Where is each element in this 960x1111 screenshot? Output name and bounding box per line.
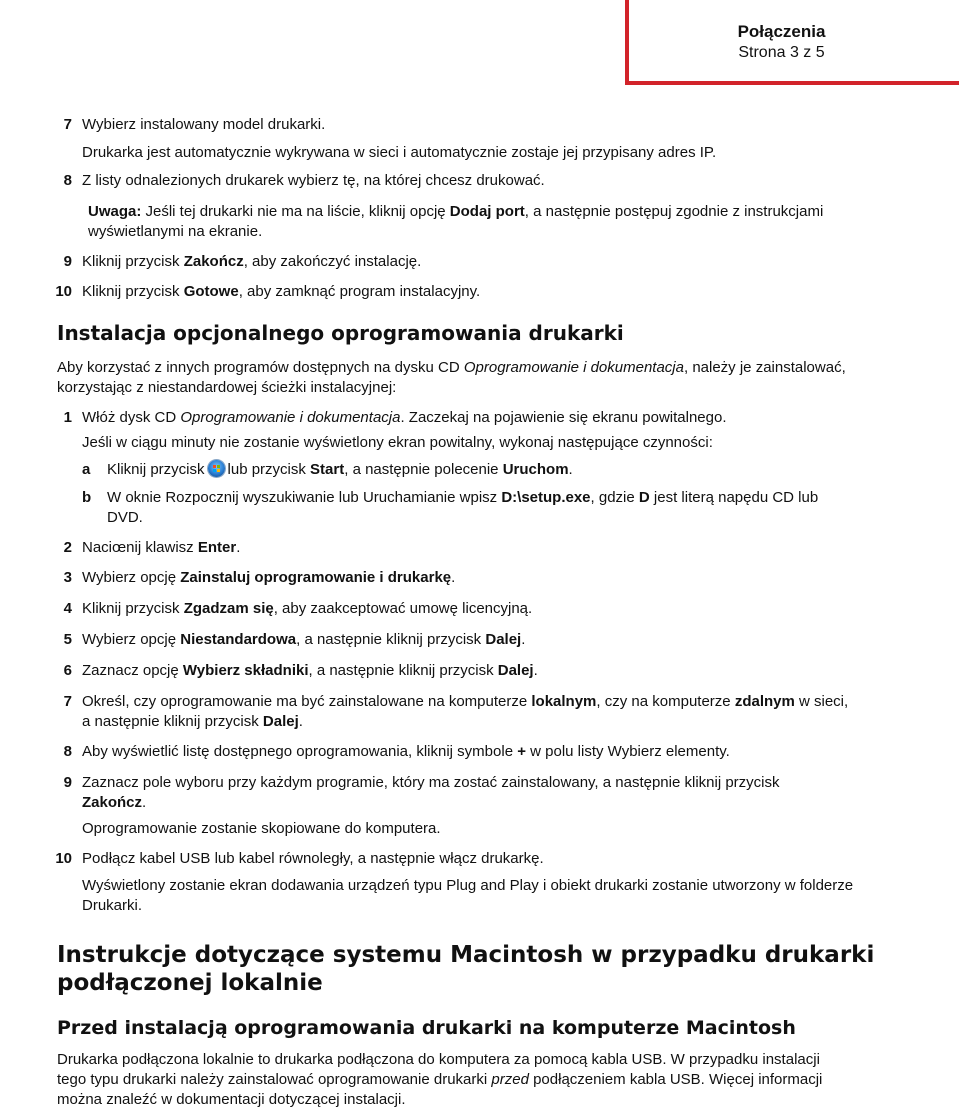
step-number: 7: [63, 693, 72, 710]
step-number: 6: [63, 662, 72, 679]
step-number: 9: [63, 253, 72, 270]
section-heading: podłączonej lokalnie: [57, 970, 323, 996]
step-text: a następnie kliknij przycisk Dalej.: [82, 713, 303, 730]
substep-letter: a: [82, 461, 91, 478]
substep-letter: b: [82, 489, 92, 506]
step-note: Oprogramowanie zostanie skopiowane do komputera.: [82, 820, 441, 837]
section-heading: Instrukcje dotyczące systemu Macintosh w przypadku drukarki: [57, 942, 875, 968]
step-number: 8: [63, 172, 72, 189]
step-text: Określ, czy oprogramowanie ma być zainstalowane na komputerze lokalnym, czy na komputerze zdalnym w sieci,: [82, 693, 849, 710]
note-line: wyświetlanymi na ekranie.: [88, 223, 263, 240]
step-text: Naciœnij klawisz Enter.: [82, 539, 241, 556]
step-number: 1: [63, 409, 72, 426]
step-note: Jeśli w ciągu minuty nie zostanie wyświetlony ekran powitalny, wykonaj następujące czynności:: [82, 434, 713, 451]
step-text: Zaznacz opcję Wybierz składniki, a następnie kliknij przycisk Dalej.: [82, 662, 538, 679]
step-number: 5: [63, 631, 72, 648]
body-paragraph: Drukarka podłączona lokalnie to drukarka podłączona do komputera za pomocą kabla USB. W przypadku instalacji: [57, 1051, 820, 1068]
intro-paragraph: Aby korzystać z innych programów dostępnych na dysku CD Oprogramowanie i dokumentacja, należy je zainstalować,: [57, 359, 846, 376]
step-text: Wybierz opcję Niestandardowa, a następnie kliknij przycisk Dalej.: [82, 631, 526, 648]
step-text: Kliknij przycisk Zgadzam się, aby zaakceptować umowę licencyjną.: [82, 600, 533, 617]
windows-start-icon: [208, 460, 225, 477]
body-paragraph: tego typu drukarki należy zainstalować oprogramowanie drukarki przed podłączeniem kabla USB. Więcej informacji: [57, 1071, 823, 1088]
substep-text: W oknie Rozpocznij wyszukiwanie lub Uruchamianie wpisz D:\setup.exe, gdzie D jest literą napędu CD lub: [107, 489, 819, 506]
section-title: Połączenia: [737, 22, 826, 41]
step-text: Zakończ.: [82, 794, 147, 811]
step-text: Z listy odnalezionych drukarek wybierz tę, na której chcesz drukować.: [82, 172, 545, 189]
substep-text: DVD.: [107, 509, 143, 526]
step-text: Zaznacz pole wyboru przy każdym programie, który ma zostać zainstalowany, a następnie kliknij przycisk: [82, 774, 780, 791]
step-number: 10: [55, 283, 72, 300]
step-text: Włóż dysk CD Oprogramowanie i dokumentacja. Zaczekaj na pojawienie się ekranu powitalnego.: [82, 409, 727, 426]
step-note: Wyświetlony zostanie ekran dodawania urządzeń typu Plug and Play i obiekt drukarki zostanie utworzony w folderze: [82, 877, 854, 894]
subsection-heading: Przed instalacją oprogramowania drukarki na komputerze Macintosh: [57, 1017, 796, 1039]
step-note: Drukarka jest automatycznie wykrywana w sieci i automatycznie zostaje jej przypisany adres IP.: [82, 144, 717, 161]
step-text: Kliknij przycisk Zakończ, aby zakończyć instalację.: [82, 253, 422, 270]
step-number: 8: [63, 743, 72, 760]
body-paragraph: można znaleźć w dokumentacji dotyczącej instalacji.: [57, 1091, 406, 1108]
step-text: Podłącz kabel USB lub kabel równoległy, a następnie włącz drukarkę.: [82, 850, 544, 867]
step-note: Drukarki.: [82, 897, 143, 914]
step-number: 9: [63, 774, 72, 791]
step-number: 7: [63, 116, 72, 133]
substep-text: Kliknij przycisk lub przycisk Start, a następnie polecenie Uruchom.: [107, 461, 573, 478]
note-line: Uwaga: Jeśli tej drukarki nie ma na liście, kliknij opcję Dodaj port, a następnie postępuj zgodnie z instrukcjami: [88, 203, 824, 220]
step-number: 10: [55, 850, 72, 867]
step-text: Aby wyświetlić listę dostępnego oprogramowania, kliknij symbole + w polu listy Wybierz elementy.: [82, 743, 730, 760]
step-number: 2: [63, 539, 72, 556]
step-text: Wybierz opcję Zainstaluj oprogramowanie i drukarkę.: [82, 569, 456, 586]
step-number: 4: [63, 600, 72, 617]
page-indicator: Strona 3 z 5: [738, 44, 825, 61]
step-text: Wybierz instalowany model drukarki.: [82, 116, 326, 133]
step-number: 3: [63, 569, 72, 586]
step-text: Kliknij przycisk Gotowe, aby zamknąć program instalacyjny.: [82, 283, 481, 300]
intro-paragraph: korzystając z niestandardowej ścieżki instalacyjnej:: [57, 379, 397, 396]
section-heading: Instalacja opcjonalnego oprogramowania drukarki: [57, 321, 624, 345]
